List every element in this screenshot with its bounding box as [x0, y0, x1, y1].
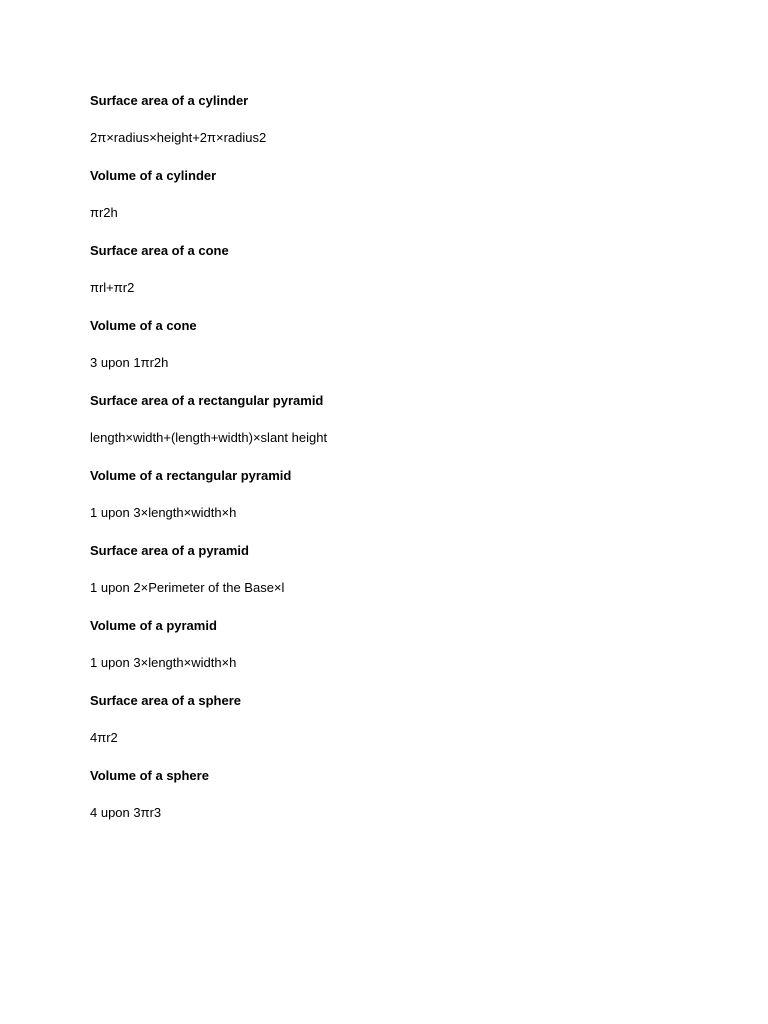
formula-entry-cone-volume [90, 317, 710, 371]
formula-title: Volume of a cone [90, 318, 197, 333]
formula-text: 1 upon 2×Perimeter of the Base×l [90, 580, 285, 595]
formula-entry-pyramid-volume [90, 617, 710, 671]
formula-text: 1 upon 3×length×width×h [90, 655, 237, 670]
formula-entry-rect-pyramid-volume [90, 467, 710, 521]
formula-title: Volume of a cylinder [90, 168, 217, 183]
formula-title: Volume of a pyramid [90, 618, 217, 633]
formula-title: Surface area of a sphere [90, 693, 242, 708]
formula-text: 2π×radius×height+2π×radius2 [90, 130, 267, 145]
formula-text: πr2h [90, 205, 118, 220]
formula-text: πrl+πr2 [90, 280, 135, 295]
formula-entry-cylinder-surface-area [90, 92, 710, 146]
formula-title: Surface area of a pyramid [90, 543, 249, 558]
formula-entry-sphere-surface-area [90, 692, 710, 746]
formula-text: 4 upon 3πr3 [90, 805, 162, 820]
formula-list [90, 92, 710, 842]
formula-entry-rect-pyramid-surface-area [90, 392, 710, 446]
formula-text: 3 upon 1πr2h [90, 355, 169, 370]
formula-title: Volume of a sphere [90, 768, 209, 783]
formula-entry-sphere-volume [90, 767, 710, 821]
formula-entry-pyramid-surface-area [90, 542, 710, 596]
formula-text: 1 upon 3×length×width×h [90, 505, 237, 520]
formula-title: Surface area of a rectangular pyramid [90, 393, 324, 408]
formula-title: Surface area of a cylinder [90, 93, 249, 108]
formula-entry-cylinder-volume [90, 167, 710, 221]
formula-title: Volume of a rectangular pyramid [90, 468, 292, 483]
formula-text: 4πr2 [90, 730, 118, 745]
formula-title: Surface area of a cone [90, 243, 229, 258]
formula-text: length×width+(length+width)×slant height [90, 430, 328, 445]
formula-entry-cone-surface-area [90, 242, 710, 296]
